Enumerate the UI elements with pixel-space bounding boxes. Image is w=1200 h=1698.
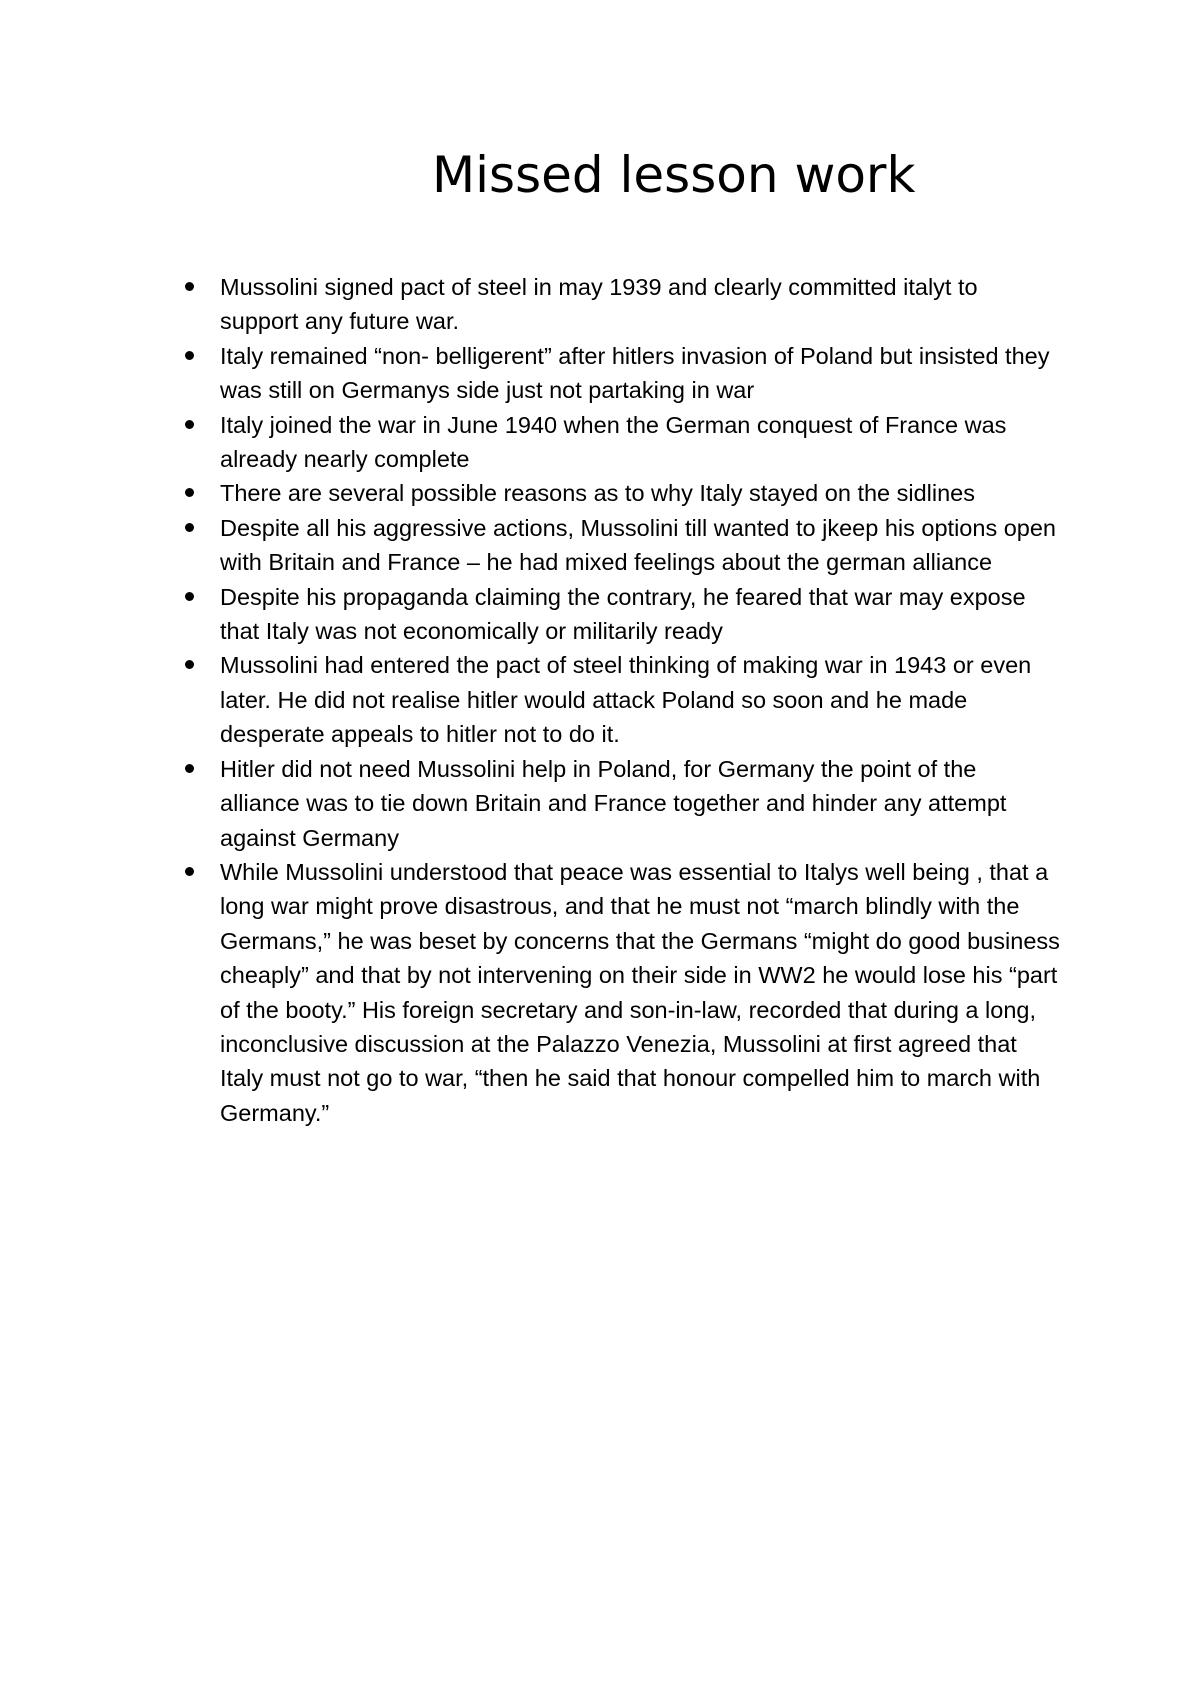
bullet-text: Italy joined the war in June 1940 when the German conquest of France was already nearly complete: [220, 411, 1007, 473]
bullet-item: [180, 855, 1060, 1130]
bullet-dot-icon: [185, 867, 194, 876]
bullet-text: While Mussolini understood that peace was essential to Italys well being , that a long war might prove disastrous, and that he must not “march blindly with the Germans,” he was beset by concerns that the Germans “might do good business cheaply” and that by not intervening on their side in WW2 he would lose his “part of the booty.” His foreign secretary and son-in-law, recorded that during a long, inconclusive discussion at the Palazzo Venezia, Mussolini at first agreed that Italy must not go to war, “then he said that honour compelled him to march with Germany.”: [220, 858, 1060, 1126]
bullet-text: Mussolini signed pact of steel in may 1939 and clearly committed italyt to support any future war.: [220, 274, 978, 335]
bullet-text: Hitler did not need Mussolini help in Poland, for Germany the point of the alliance was to tie down Britain and France together and hinder any attempt against Germany: [220, 755, 1007, 851]
bullet-item: [180, 476, 1060, 510]
title-area: [0, 146, 1200, 206]
bullet-item: [180, 752, 1060, 855]
page-title: Missed lesson work: [432, 146, 916, 204]
bullet-text: There are several possible reasons as to why Italy stayed on the sidlines: [220, 480, 976, 507]
bullet-dot-icon: [185, 488, 194, 497]
bullet-dot-icon: [185, 660, 194, 669]
bullet-item: [180, 270, 1060, 339]
bullet-dot-icon: [185, 523, 194, 532]
bullet-dot-icon: [185, 351, 194, 360]
bullet-item: [180, 408, 1060, 477]
bullet-dot-icon: [185, 592, 194, 601]
bullet-list: [180, 270, 1060, 1130]
bullet-text: Despite his propaganda claiming the contrary, he feared that war may expose that Italy was not economically or militarily ready: [220, 583, 1026, 645]
bullet-item: [180, 580, 1060, 649]
bullet-text: Despite all his aggressive actions, Mussolini till wanted to jkeep his options open with Britain and France – he had mixed feelings about the german alliance: [220, 514, 1057, 576]
bullet-dot-icon: [185, 282, 194, 291]
bullet-item: [180, 339, 1060, 408]
bullet-dot-icon: [185, 764, 194, 773]
bullet-item: [180, 648, 1060, 751]
bullet-item: [180, 511, 1060, 580]
bullet-dot-icon: [185, 420, 194, 429]
bullet-text: Italy remained “non- belligerent” after hitlers invasion of Poland but insisted they was still on Germanys side just not partaking in war: [220, 342, 1050, 404]
bullet-text: Mussolini had entered the pact of steel thinking of making war in 1943 or even later. He did not realise hitler would attack Poland so soon and he made desperate appeals to hitler not to do it.: [220, 652, 1032, 748]
